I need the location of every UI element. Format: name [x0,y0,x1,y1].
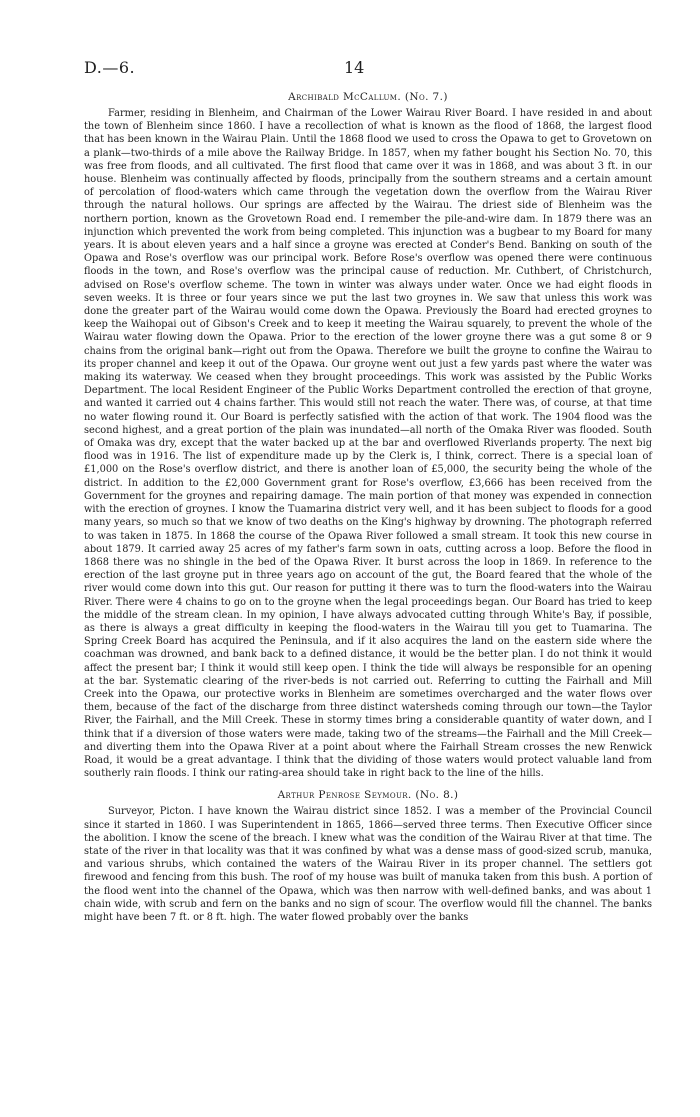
testimony-section-seymour [84,788,652,924]
section-heading: Arthur Penrose Seymour. (No. 8.) [277,789,459,802]
page-reference: D.—6. [84,58,136,77]
page-number: 14 [344,58,365,77]
section-body: Farmer, residing in Blenheim, and Chairman of the Lower Wairau River Board. I have resided in and about the town of Blenheim since 1860. I have a recollection of what is known as the flood of 1868, the largest flood that has been known in the Wairau Plain. Until the 1868 flood we used to cross the Opawa to get to Grovetown on a plank—two-thirds of a mile above the Railway Bridge. In 1857, when my father bought his Section No. 70, this was free from floods, and all cultivated. The first flood that came over it was in 1868, and was about 3 ft. in our house. Blenheim was continually affected by floods, principally from the southern streams and a certain amount of percolation of flood-waters which came through the vegetation down the overflow from the Wairau River through the natural hollows. Our springs are affected by the Wairau. The driest side of Blenheim was the northern portion, known as the Grovetown Road end. I remember the pile-and-wire dam. In 1879 there was an injunction which prevented the work from being completed. This injunction was a bugbear to my Board for many years. It is about eleven years and a half since a groyne was erected at Conder's Bend. Banking on south of the Opawa and Rose's overflow was our principal work. Before Rose's overflow was opened there were continuous floods in the town, and Rose's overflow was the principal cause of reduction. Mr. Cuthbert, of Christchurch, advised on Rose's overflow scheme. The town in winter was always under water. Once we had eight floods in seven weeks. It is three or four years since we put the last two groynes in. We saw that unless this work was done the greater part of the Wairau would come down the Opawa. Previously the Board had erected groynes to keep the Waihopai out of Gibson's Creek and to keep it meeting the Wairau squarely, to prevent the whole of the Wairau water flowing down the Opawa. Prior to the erection of the lower groyne there was a gut some 8 or 9 chains from the original bank—right out from the Opawa. Therefore we built the groyne to confine the Wairau to its proper channel and keep it out of the Opawa. Our groyne went out just a few yards past where the water was making its waterway. We ceased when they brought proceedings. This work was assisted by the Public Works Department. The local Resident Engineer of the Public Works Department controlled the erection of that groyne, and wanted it carried out 4 chains farther. This would still not reach the water. There was, of course, at that time no water flowing round it. Our Board is perfectly satisfied with the action of that work. The 1904 flood was the second highest, and a great portion of the plain was inundated—all north of the Omaka River was flooded. South of Omaka was dry, except that the water backed up at the bar and overflowed Riverlands property. The next big flood was in 1916. The list of expenditure made up by the Clerk is, I think, correct. There is a special loan of £1,000 on the Rose's overflow district, and there is another loan of £5,000, the security being the whole of the district. In addition to the £2,000 Government grant for Rose's overflow, £3,666 has been received from the Government for the groynes and repairing damage. The main portion of that money was expended in connection with the erection of groynes. I know the Tuamarina district very well, and it has been subject to floods for a good many years, so much so that we know of two deaths on the King's highway by drowning. The photograph referred to was taken in 1875. In 1868 the course of the Opawa River followed a small stream. It took this new course in about 1879. It carried away 25 acres of my father's farm sown in oats, cutting across a loop. Before the flood in 1868 there was no shingle in the bed of the Opawa River. It burst across the loop in 1869. In reference to the erection of the last groyne put in three years ago on account of the gut, the Board feared that the whole of the river would come down into this gut. Our reason for putting it there was to turn the flood-waters into the Wairau River. There were 4 chains to go on to the groyne when the legal proceedings began. Our Board has tried to keep the middle of the stream clean. In my opinion, I have always advocated cutting through White's Bay, if possible, as there is always a great difficulty in keeping the flood-waters in the Wairau till you get to Tuamarina. The Spring Creek Board has acquired the Peninsula, and if it also acquires the land on the eastern side where the coachman was drowned, and bank back to a defined distance, it would be the better plan. I do not think it would affect the present bar; I think it would still keep open. I think the tide will always be responsible for an opening at the bar. Systematic clearing of the river-beds is not carried out. Referring to cutting the Fairhall and Mill Creek into the Opawa, our protective works in Blenheim are sometimes overcharged and the water flows over them, because of the fact of the discharge from three distinct watersheds coming through our town—the Taylor River, the Fairhall, and the Mill Creek. These in stormy times bring a considerable quantity of water down, and I think that if a diversion of those waters were made, taking two of the streams—the Fairhall and the Mill Creek—and diverting them into the Opawa River at a point about where the Fairhall Stream crosses the new Renwick Road, it would be a great advantage. I think that the dividing of those waters would protect valuable land from southerly rain floods. I think our rating-area should take in right back to the line of the hills. [84,108,652,780]
document-page [84,58,652,924]
testimony-section-mccallum [84,90,652,780]
page-header [84,58,652,86]
section-body: Surveyor, Picton. I have known the Wairau district since 1852. I was a member of the Provincial Council since it started in 1860. I was Superintendent in 1865, 1866—served three terms. Then Executive Officer since the abolition. I know the scene of the breach. I knew what was the condition of the Wairau River at that time. The state of the river in that locality was that it was confined by what was a dense mass of good-sized scrub, manuka, and various shrubs, which contained the waters of the Wairau River in its proper channel. The settlers got firewood and fencing from this bush. The roof of my house was built of manuka taken from this bush. A portion of the flood went into the channel of the Opawa, which was then narrow with well-defined banks, and was about 1 chain wide, with scrub and fern on the banks and no sign of scour. The overflow would fill the channel. The banks might have been 7 ft. or 8 ft. high. The water flowed probably over the banks [84,806,652,923]
section-heading: Archibald McCallum. (No. 7.) [288,91,448,103]
